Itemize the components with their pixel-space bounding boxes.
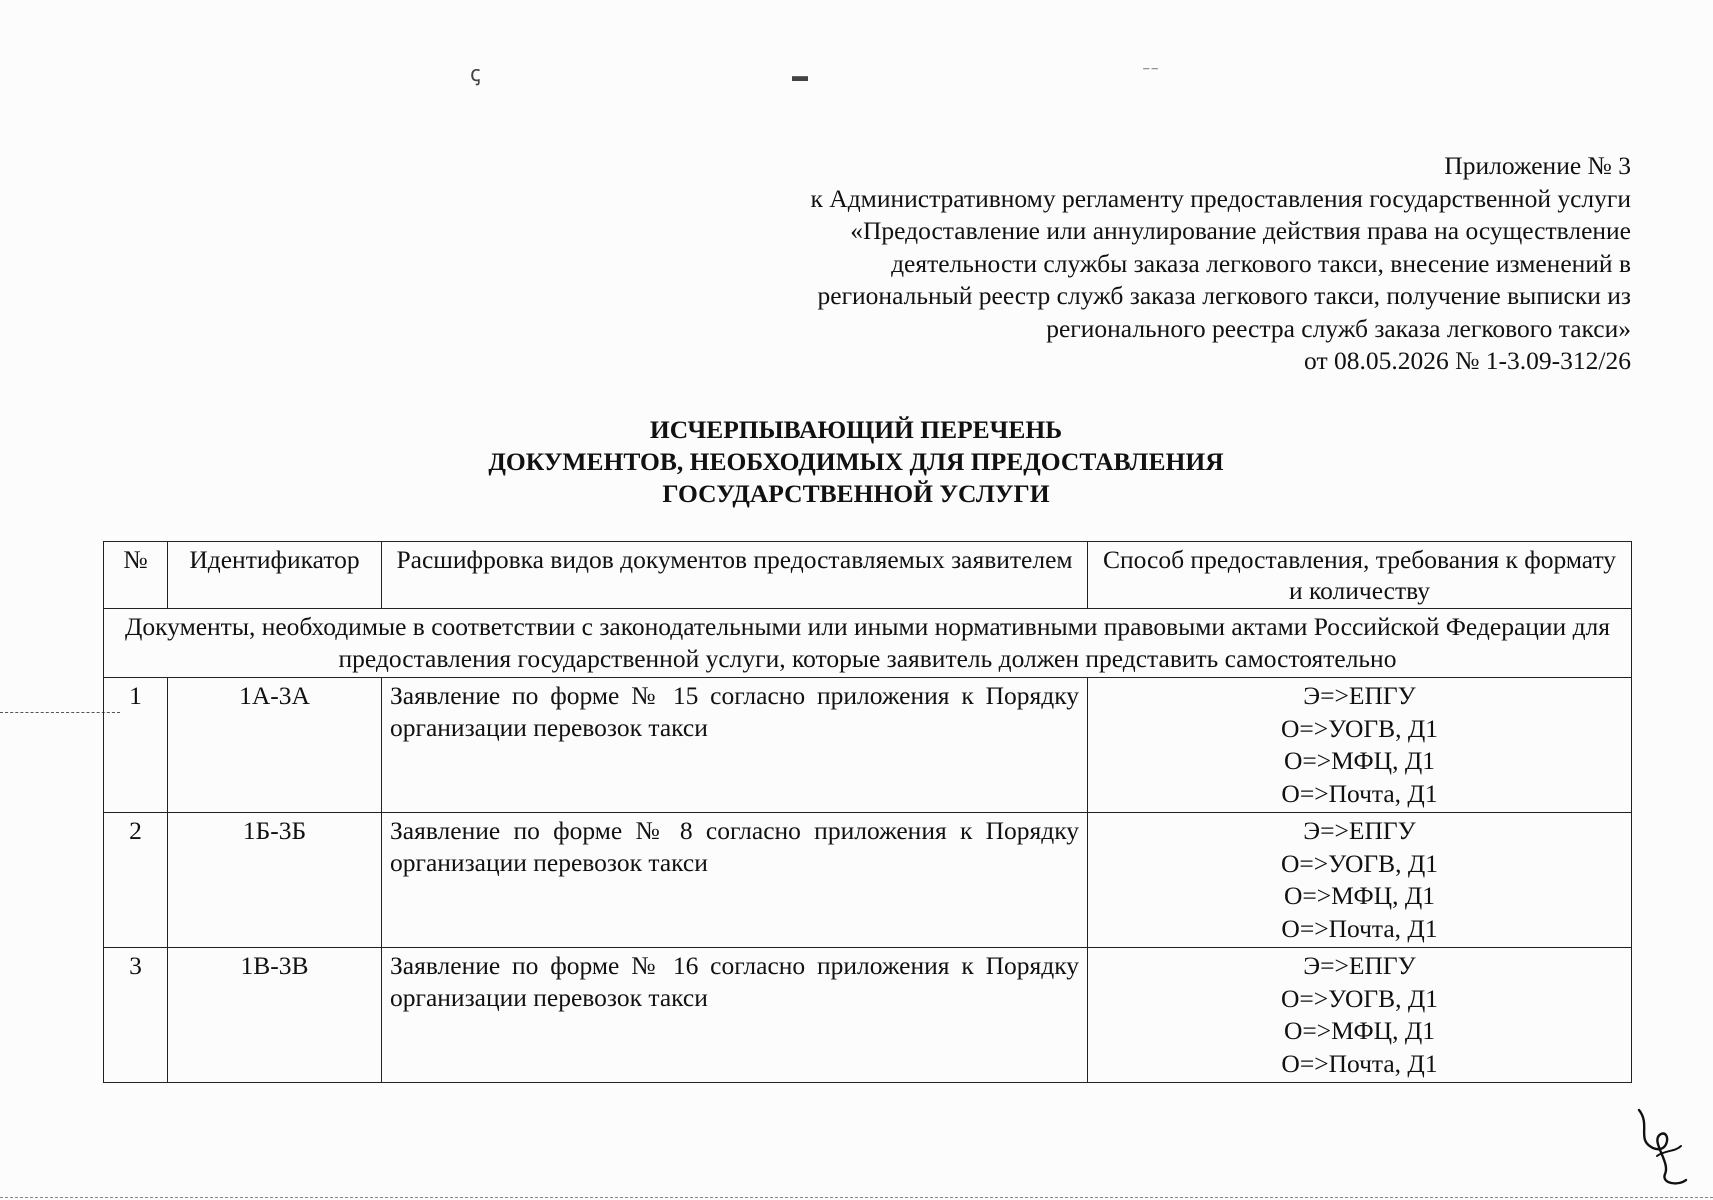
section-row [104, 609, 1632, 678]
title-line: ИСЧЕРПЫВАЮЩИЙ ПЕРЕЧЕНЬ [649, 415, 1063, 444]
row-number: 2 [104, 813, 168, 948]
submission-method: О=>Почта, Д1 [1281, 1048, 1438, 1078]
table-row [104, 948, 1632, 1083]
row-number: 1 [104, 678, 168, 813]
row-submission-methods [1088, 948, 1632, 1083]
appendix-line: «Предоставление или аннулирование действия права на осуществление [850, 216, 1631, 245]
scan-dashed-line [0, 712, 120, 713]
appendix-reference [671, 150, 1631, 378]
section-title: Документы, необходимые в соответствии с законодательными или иными нормативными правовыми актами Российской Федерации для предоставления государственной услуги, которые заявитель должен представить самостоятельно [104, 609, 1632, 678]
title-line: ГОСУДАРСТВЕННОЙ УСЛУГИ [662, 479, 1050, 508]
row-description: Заявление по форме № 16 согласно приложения к Порядку организации перевозок такси [382, 948, 1088, 1083]
table-row [104, 813, 1632, 948]
table-row [104, 678, 1632, 813]
scan-artifact: ▬ [792, 68, 808, 85]
submission-method: О=>УОГВ, Д1 [1280, 713, 1439, 743]
documents-table [103, 541, 1632, 1083]
row-identifier: 1Б-3Б [168, 813, 382, 948]
title-line: ДОКУМЕНТОВ, НЕОБХОДИМЫХ ДЛЯ ПРЕДОСТАВЛЕНИЯ [488, 447, 1224, 476]
document-title [100, 414, 1612, 510]
submission-method: О=>МФЦ, Д1 [1284, 1016, 1435, 1045]
appendix-date-line: от 08.05.2026 № 1-3.09-312/26 [1304, 346, 1631, 375]
header-submission-method: Способ предоставления, требования к формату и количеству [1088, 542, 1632, 609]
table-header-row [104, 542, 1632, 609]
row-description: Заявление по форме № 15 согласно приложения к Порядку организации перевозок такси [382, 678, 1088, 813]
appendix-line: Приложение № 3 [1444, 151, 1631, 180]
row-description: Заявление по форме № 8 согласно приложения к Порядку организации перевозок такси [382, 813, 1088, 948]
appendix-line: к Административному регламенту предоставления государственной услуги [810, 183, 1631, 213]
submission-method: О=>МФЦ, Д1 [1284, 746, 1435, 775]
header-number: № [104, 542, 168, 609]
scan-artifact: ⁻⁻ [1142, 64, 1159, 81]
handwritten-signature [1631, 1100, 1691, 1190]
row-number: 3 [104, 948, 168, 1083]
header-identifier: Идентификатор [168, 542, 382, 609]
submission-method: О=>Почта, Д1 [1281, 778, 1438, 808]
submission-method: О=>УОГВ, Д1 [1280, 848, 1439, 878]
scan-edge-line [0, 1197, 1713, 1198]
header-description: Расшифровка видов документов предоставляемых заявителем [382, 542, 1088, 609]
submission-method: Э=>ЕПГУ [1303, 816, 1416, 845]
submission-method: О=>УОГВ, Д1 [1280, 983, 1439, 1013]
appendix-line: деятельности службы заказа легкового такси, внесение изменений в [891, 248, 1631, 278]
appendix-line: регионального реестра служб заказа легкового такси» [1046, 313, 1631, 343]
submission-method: Э=>ЕПГУ [1303, 951, 1416, 980]
scan-artifact: ꞔ [470, 61, 481, 86]
submission-method: Э=>ЕПГУ [1303, 681, 1416, 710]
row-submission-methods [1088, 813, 1632, 948]
row-submission-methods [1088, 678, 1632, 813]
row-identifier: 1А-3А [168, 678, 382, 813]
submission-method: О=>МФЦ, Д1 [1284, 881, 1435, 910]
appendix-line: региональный реестр служб заказа легкового такси, получение выписки из [817, 281, 1631, 310]
submission-method: О=>Почта, Д1 [1281, 913, 1438, 943]
row-identifier: 1В-3В [168, 948, 382, 1083]
